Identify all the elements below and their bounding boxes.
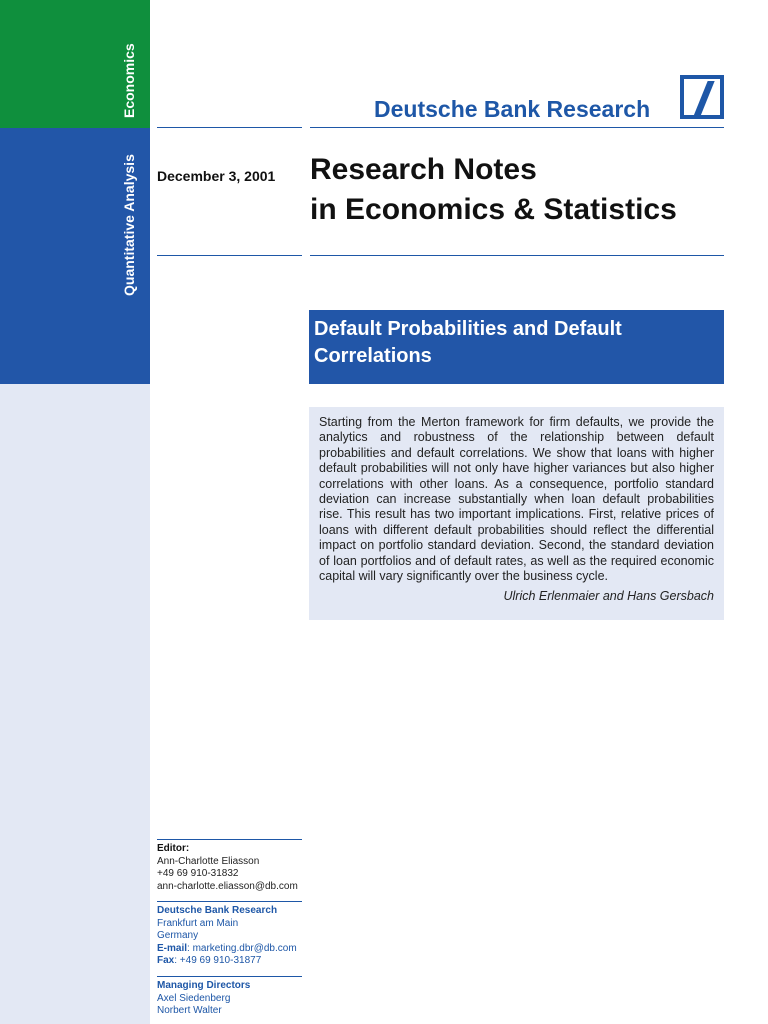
brand-name: Deutsche Bank Research [374, 96, 651, 122]
managing-directors [157, 976, 302, 1018]
dbr-fax: : +49 69 910-31877 [174, 955, 262, 967]
divider [157, 127, 302, 128]
managing-heading: Managing Directors [157, 980, 251, 991]
editor-heading: Editor: [157, 843, 190, 854]
editor-phone: +49 69 910-31832 [157, 868, 239, 880]
title-line-1: Research Notes [310, 153, 537, 186]
title-line-2: in Economics & Statistics [310, 193, 677, 226]
divider [310, 255, 724, 256]
divider [157, 839, 302, 840]
abstract-text: Starting from the Merton framework for firm defaults, we provide the analytics and robustness of the relationship between default probabilities and default correlations. We show that loans with higher default probabilities will not only have higher variances but also higher correlations with other loans. As a consequence, portfolio standard deviation can increase substantially when loan default probabilities rise. This result has two important implications. First, relative prices of loans with different default probabilities should reflect the differential impact on portfolio standard deviation. Second, the standard deviation of loan portfolios and of default rates, as well as the required economic capital will vary significantly over the business cycle. [319, 415, 714, 584]
managing-director-1: Axel Siedenberg [157, 992, 231, 1004]
divider [157, 255, 302, 256]
dbr-heading: Deutsche Bank Research [157, 905, 278, 916]
deutsche-bank-logo-icon [680, 75, 724, 119]
divider [310, 127, 724, 128]
managing-director-2: Norbert Walter [157, 1005, 222, 1017]
divider [157, 901, 302, 902]
editor-contact [157, 839, 302, 893]
topic-heading-box [309, 310, 724, 384]
divider [157, 976, 302, 977]
email-label: E-mail [157, 942, 188, 954]
publication-title [310, 150, 677, 230]
abstract-box [309, 407, 724, 620]
authors: Ulrich Erlenmaier and Hans Gersbach [503, 589, 714, 604]
logo-slash-icon [692, 81, 714, 119]
dbr-city: Frankfurt am Main [157, 917, 239, 929]
sidebar-section-label: Quantitative Analysis [121, 154, 137, 296]
editor-email: ann-charlotte.eliasson@db.com [157, 880, 298, 892]
sidebar-lower-band [0, 384, 150, 1024]
dbr-email-row [157, 943, 302, 956]
publication-date: December 3, 2001 [157, 168, 276, 184]
editor-name: Ann-Charlotte Eliasson [157, 855, 260, 867]
dbr-email: : marketing.dbr@db.com [187, 942, 297, 954]
topic-line-1: Default Probabilities and Default [314, 318, 622, 340]
fax-label: Fax [157, 955, 175, 967]
dbr-country: Germany [157, 930, 199, 942]
dbr-contact [157, 901, 302, 968]
sidebar-category-label: Economics [121, 43, 137, 118]
topic-line-2: Correlations [314, 345, 432, 367]
dbr-fax-row [157, 955, 302, 968]
